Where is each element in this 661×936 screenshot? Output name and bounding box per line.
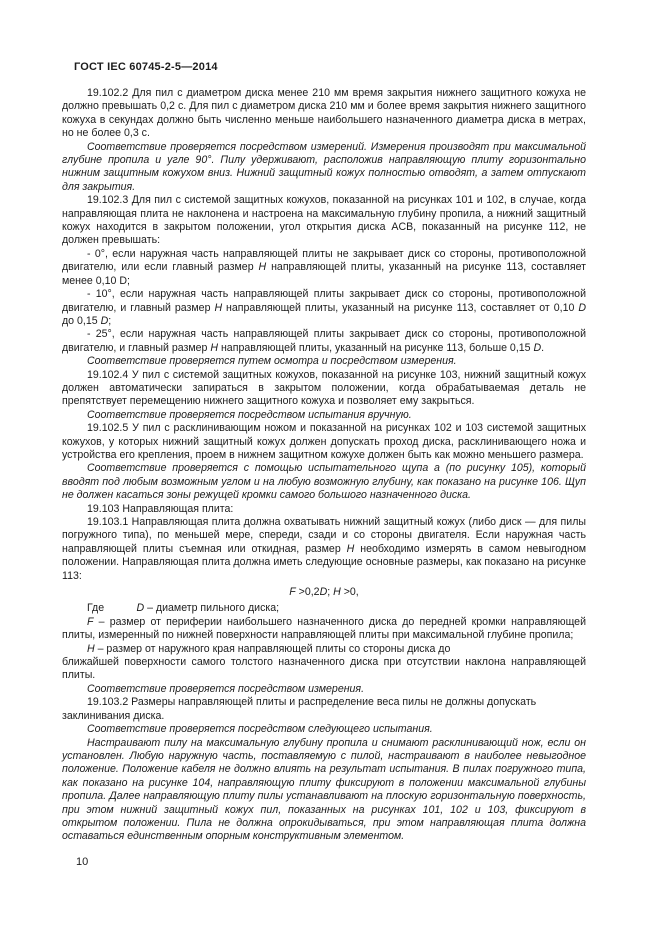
compliance-note-19-102-2: Соответствие проверяется посредством измерений. Измерения производят при максимальной глубине пропила и угле 90°. Пилу удерживают, расположив направляющую плиту горизонтально нижним защитным кожухом вниз. Нижний защитный кожух полностью отводят, а затем отпускают для закрытия. bbox=[62, 140, 586, 193]
clause-19-102-4: 19.102.4 У пил с системой защитных кожухов, показанной на рисунке 103, нижний защитный кожух должен автоматически запираться в закрытом положении, когда обрабатываемая деталь не препятствует перемещению нижнего защитного кожуха и позволяет ему закрыться. bbox=[62, 368, 586, 408]
formula: F >0,2D; H >0, bbox=[289, 586, 359, 599]
list-item-10-deg: - 10°, если наружная часть направляющей плиты закрывает диск со стороны, противоположной двигателю, и главный размер H направляющей плиты, указанный на рисунке 113, составляет от 0,10 D до 0,15 D; bbox=[62, 288, 586, 327]
clause-19-103: 19.103 Направляющая плита: bbox=[87, 502, 234, 515]
clause-19-102-2: 19.102.2 Для пил с диаметром диска менее 210 мм время закрытия нижнего защитного кожуха не должно превышать 0,2 с. Для пил с диаметром диска 210 мм и более время закрытия нижнего защитного кожуха в секундах должно быть численно меньше наибольшего назначенного диаметра диска в метрах, но не более 0,3 с. bbox=[62, 87, 586, 140]
compliance-note-19-103-2: Соответствие проверяется посредством следующего испытания. bbox=[87, 723, 433, 736]
compliance-note-19-103-1: Соответствие проверяется посредством измерения. bbox=[87, 682, 365, 695]
where-f-definition: F – размер от периферии наибольшего назначенного диска до передней кромки направляющей плиты, измеренный по нижней поверхности направляющей плиты при максимальной глубине пропила; bbox=[62, 615, 586, 642]
page-number: 10 bbox=[76, 856, 89, 868]
running-header: ГОСТ IEC 60745-2-5—2014 bbox=[74, 61, 218, 73]
clause-19-103-2: 19.103.2 Размеры направляющей плиты и распределение веса пилы не должны допускать заклинивания диска. bbox=[62, 696, 537, 722]
compliance-note-19-102-5: Соответствие проверяется с помощью испытательного щупа a (по рисунку 105), который вводят под любым возможным углом и на любую возможную глубину, как показано на рисунке 106. Щуп не должен касаться зоны режущей кромки самого большого назначенного диска. bbox=[62, 462, 586, 502]
clause-19-102-3: 19.102.3 Для пил с системой защитных кожухов, показанной на рисунках 101 и 102, в случае, когда направляющая плита не наклонена и настроена на максимальную глубину пропила, а нижний защитный кожух находится в закрытом положении, угол открытия диска ACB, показанный на рисунке 112, не должен превышать: bbox=[62, 194, 586, 247]
clause-19-103-1: 19.103.1 Направляющая плита должна охватывать нижний защитный кожух (либо диск — для пилы погружного типа), по меньшей мере, спереди, сзади и со стороны двигателя. Если наружная часть направляющей плиты съемная или откидная, размер H необходимо измерять в самом невыгодном положении. Направляющая плита должна иметь следующие основные размеры, как показано на рисунке 113: bbox=[62, 516, 586, 582]
list-item-25-deg: - 25°, если наружная часть направляющей плиты закрывает диск со стороны, противоположной двигателю, и главный размер H направляющей плиты, указанный на рисунке 113, больше 0,15 D. bbox=[62, 328, 586, 354]
where-d-definition: Где D – диаметр пильного диска; bbox=[87, 602, 280, 615]
compliance-note-19-102-3: Соответствие проверяется путем осмотра и посредством измерения. bbox=[87, 355, 457, 368]
clause-19-102-5: 19.102.5 У пил с расклинивающим ножом и показанной на рисунках 102 и 103 системой защитных кожухов, у которых нижний защитный кожух должен допускать проход диска, расклинивающего ножа и устройства его крепления, проем в нижнем защитном кожухе должен быть как можно меньшего размера. bbox=[62, 422, 586, 461]
where-h-definition: H – размер от наружного края направляющей плиты со стороны диска до ближайшей поверхности самого толстого назначенного диска при отсутствии наклона направляющей плиты. bbox=[62, 642, 586, 682]
document-body bbox=[62, 87, 586, 844]
compliance-note-19-102-4: Соответствие проверяется посредством испытания вручную. bbox=[87, 408, 412, 421]
list-item-0-deg: - 0°, если наружная часть направляющей плиты не закрывает диск со стороны, противоположной двигателю, или если главный размер H направляющей плиты, указанный на рисунке 113, составляет менее 0,10 D; bbox=[62, 247, 586, 287]
test-procedure-19-103-2: Настраивают пилу на максимальную глубину пропила и снимают расклинивающий нож, если он установлен. Любую наружную часть, поставляемую с пилой, настраивают в наиболее невыгодное положение. Положение кабеля не должно влиять на результат испытания. В пилах погружного типа, как показано на рисунке 104, направляющую плиту фиксируют в положении максимальной глубины пропила. Далее направляющую плиту пилы устанавливают на плоскую горизонтальную поверхность, при этом нижний защитный кожух пил, показанных на рисунках 101, 102 и 103, фиксируют в открытом положении. Пила не должна опрокидываться, при этом направляющая плита должна оставаться единственным опорным конструктивным элементом. bbox=[62, 736, 586, 843]
